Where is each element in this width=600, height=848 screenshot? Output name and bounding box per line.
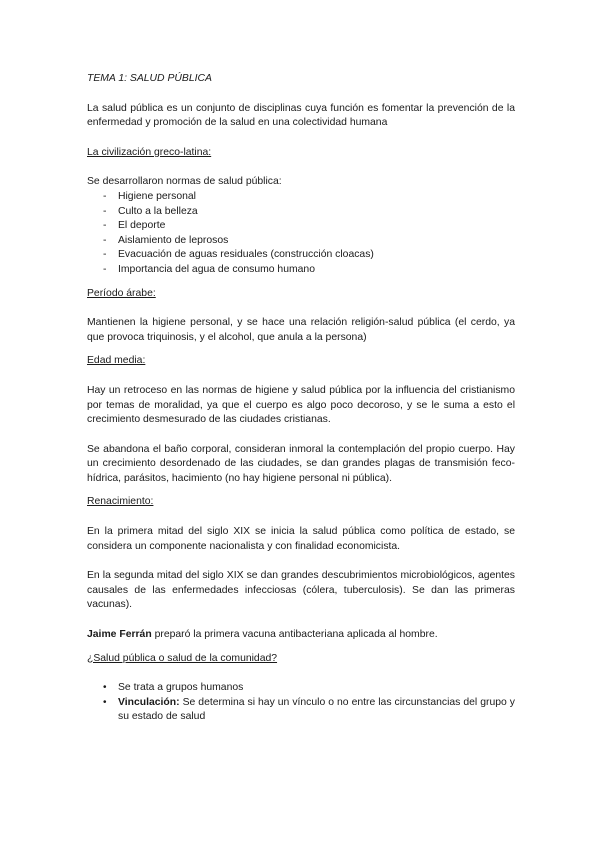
- dash-icon: -: [103, 249, 107, 261]
- list-item: - El deporte: [87, 219, 515, 234]
- heading-edad-media: Edad media:: [87, 355, 146, 367]
- heading-renacimiento: Renacimiento:: [87, 496, 154, 508]
- renacimiento-paragraph-1: En la primera mitad del siglo XIX se inicia la salud pública como política de estado, se considera un componente nacionalista y con finalidad economicista.: [87, 526, 515, 552]
- dash-icon: -: [103, 190, 107, 202]
- renacimiento-paragraph-2: En la segunda mitad del siglo XIX se dan grandes descubrimientos microbiológicos, agentes causales de las enfermedades infecciosas (cólera, tuberculosis). Se dan las primeras vacunas).: [87, 570, 515, 611]
- dash-icon: -: [103, 220, 107, 232]
- intro-paragraph: La salud pública es un conjunto de disciplinas cuya función es fomentar la prevención de la enfermedad y promoción de la salud en una colectividad humana: [87, 102, 515, 129]
- heading-salud-comunidad: ¿Salud pública o salud de la comunidad?: [87, 652, 278, 664]
- greco-lead-text: Se desarrollaron normas de salud pública:: [87, 176, 282, 188]
- greco-norms-list: [87, 190, 515, 278]
- page-title: TEMA 1: SALUD PÚBLICA: [87, 73, 212, 84]
- list-item: - Evacuación de aguas residuales (construcción cloacas): [87, 248, 515, 263]
- heading-periodo-arabe: Período árabe:: [87, 287, 156, 299]
- jaime-ferran-name: Jaime Ferrán: [87, 629, 152, 641]
- document-content: [87, 72, 515, 725]
- list-item: - Culto a la belleza: [87, 205, 515, 220]
- list-item: - Higiene personal: [87, 190, 515, 205]
- renacimiento-paragraph-3: Jaime Ferrán preparó la primera vacuna antibacteriana aplicada al hombre.: [87, 629, 438, 641]
- arabe-paragraph: Mantienen la higiene personal, y se hace una relación religión-salud pública (el cerdo, ya que provoca triquinosis, y el alcohol, que anula a la persona): [87, 317, 515, 343]
- dash-icon: -: [103, 205, 107, 217]
- comunidad-bullet-list: [87, 681, 515, 725]
- list-item: • Se trata a grupos humanos: [87, 681, 515, 696]
- dash-icon: -: [103, 234, 107, 246]
- list-item: - Importancia del agua de consumo humano: [87, 263, 515, 278]
- bullet-icon: •: [103, 682, 107, 694]
- dash-icon: -: [103, 263, 107, 275]
- bullet-icon: •: [103, 696, 107, 708]
- media-paragraph-2: Se abandona el baño corporal, consideran inmoral la contemplación del propio cuerpo. Hay un crecimiento desordenado de las ciudades, se dan grandes plagas de transmisión feco-hídrica, parásitos, hacimiento (no hay higiene personal ni pública).: [87, 443, 515, 484]
- media-paragraph-1: Hay un retroceso en las normas de higiene y salud pública por la influencia del cristianismo por temas de moralidad, ya que el cuerpo es algo poco decoroso, y se le suma a esto el crecimiento desmesurado de las ciudades cristianas.: [87, 384, 515, 426]
- list-item: • Vinculación: Se determina si hay un vínculo o no entre las circunstancias del grupo y su estado de salud: [103, 696, 515, 723]
- list-item: - Aislamiento de leprosos: [87, 234, 515, 249]
- heading-greco-latina: La civilización greco-latina:: [87, 146, 212, 158]
